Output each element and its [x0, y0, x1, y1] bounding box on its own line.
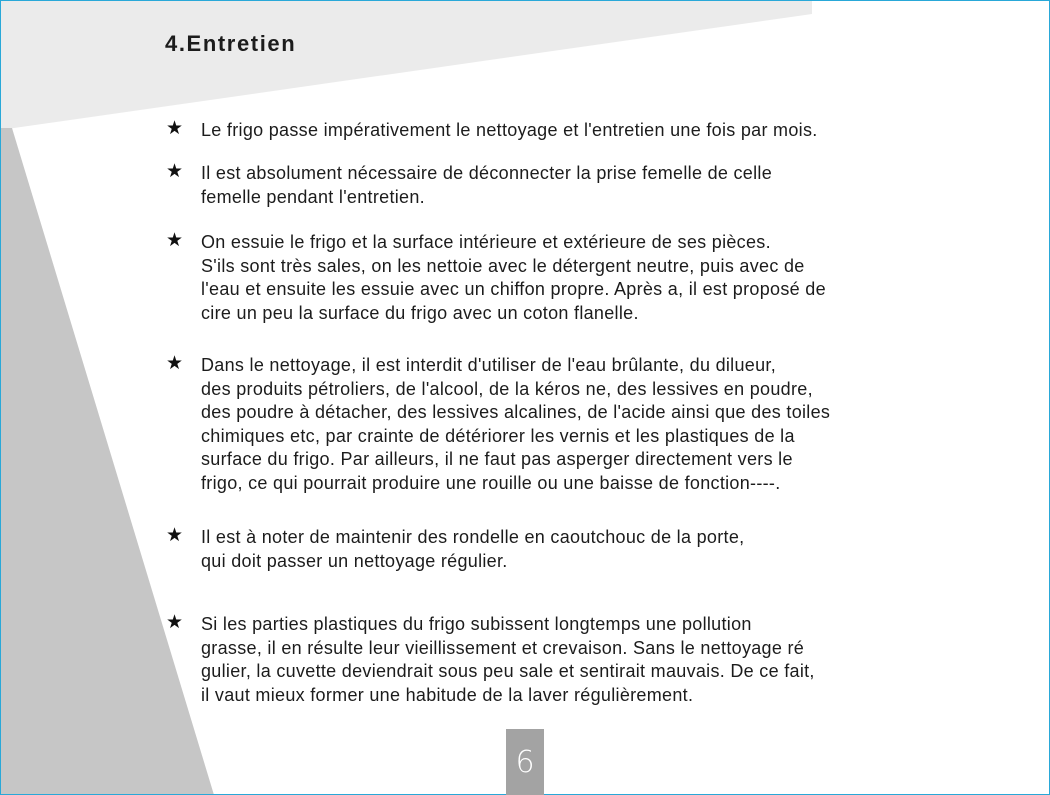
maintenance-item-text: Dans le nettoyage, il est interdit d'utiliser de l'eau brûlante, du dilueur, des produits pétroliers, de l'alcool, de la kéros ne, des lessives en poudre, des poudre à détacher, des lessives alcalines, de l'acide ainsi que des toiles chimiques etc, par crainte de détériorer les vernis et les plastiques de la surface du frigo. Par ailleurs, il ne faut pas asperger directement vers le frigo, ce qui pourrait produire une rouille ou une baisse de fonction----. — [201, 355, 831, 493]
maintenance-item-5 — [166, 526, 980, 573]
star-icon: ★ — [166, 524, 184, 546]
star-icon: ★ — [166, 117, 184, 139]
star-icon: ★ — [166, 160, 184, 182]
page-number-box — [506, 729, 544, 795]
maintenance-item-text: Si les parties plastiques du frigo subissent longtemps une pollution grasse, il en résulte leur vieillissement et crevaison. Sans le nettoyage ré gulier, la cuvette deviendrait sous peu sale et sentirait mauvais. De ce fait, il vaut mieux former une habitude de la laver régulièrement. — [201, 614, 815, 705]
maintenance-item-text: Il est absolument nécessaire de déconnecter la prise femelle de celle femelle pendant l'entretien. — [201, 163, 773, 207]
star-icon: ★ — [166, 611, 184, 633]
maintenance-item-2 — [166, 162, 980, 209]
star-icon: ★ — [166, 229, 184, 251]
star-icon: ★ — [166, 352, 184, 374]
maintenance-item-3 — [166, 231, 980, 325]
maintenance-item-text: Il est à noter de maintenir des rondelle en caoutchouc de la porte, qui doit passer un nettoyage régulier. — [201, 527, 745, 571]
section-title: 4.Entretien — [165, 31, 297, 56]
maintenance-item-text: On essuie le frigo et la surface intérieure et extérieure de ses pièces. S'ils sont très sales, on les nettoie avec le détergent neutre, puis avec de l'eau et ensuite les essuie avec un chiffon propre. Après a, il est proposé de cire un peu la surface du frigo avec un coton flanelle. — [201, 232, 826, 323]
maintenance-item-6 — [166, 613, 980, 707]
maintenance-item-4 — [166, 354, 980, 495]
maintenance-item-1 — [166, 119, 980, 143]
top-gray-panel — [0, 0, 812, 130]
maintenance-item-text: Le frigo passe impérativement le nettoyage et l'entretien une fois par mois. — [201, 120, 818, 140]
page-number: 6 — [515, 744, 535, 780]
